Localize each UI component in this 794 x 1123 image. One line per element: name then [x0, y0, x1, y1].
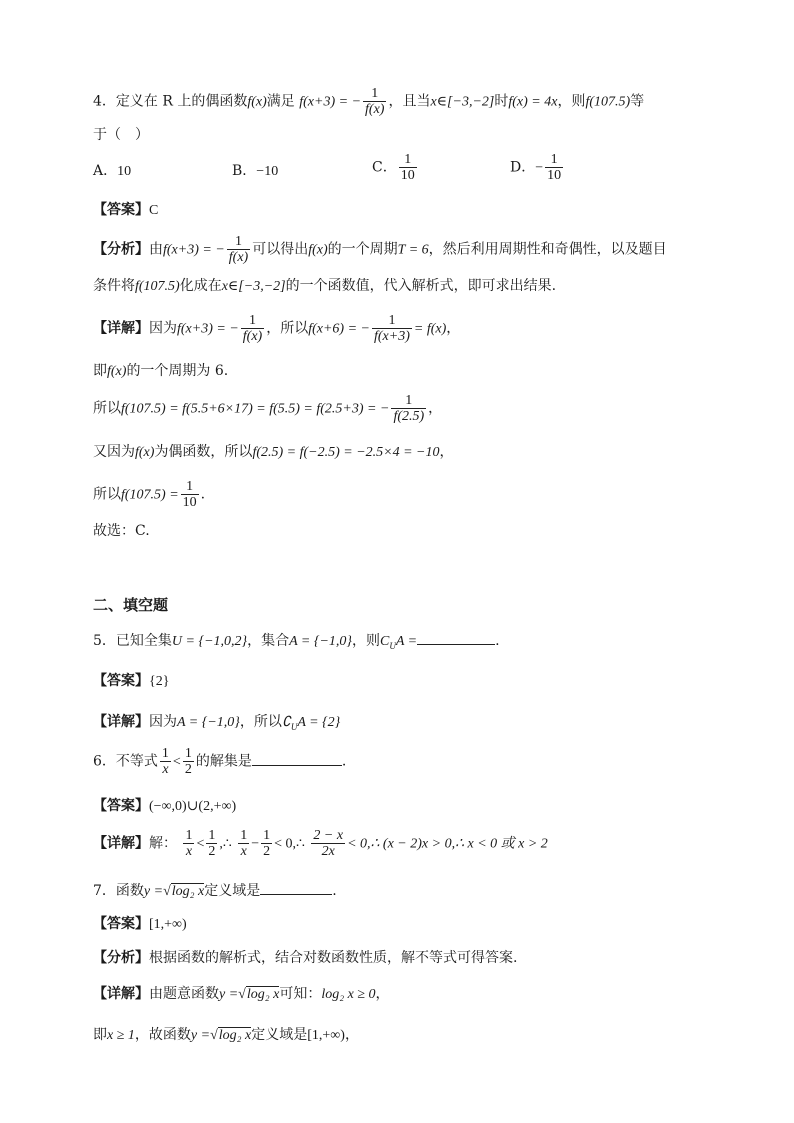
q6-stem	[93, 746, 346, 777]
detail-result: [1,+∞)	[307, 1028, 345, 1043]
detail-operator: < 0,∴	[274, 836, 305, 852]
detail-tag: 【详解】	[93, 320, 149, 337]
detail-formula: x ≥ 1	[107, 1028, 135, 1043]
fraction-numerator: 1	[399, 152, 417, 168]
fraction-denominator: 10	[182, 495, 197, 510]
fraction-numerator: 1	[208, 828, 216, 843]
detail-formula: f(x+6) = −	[308, 321, 370, 337]
q5-text: ，则	[352, 633, 381, 649]
q4-text: 4．定义在 R 上的偶函数	[93, 93, 248, 110]
detail-text: ，故函数	[134, 1027, 191, 1043]
q4-answer	[93, 199, 158, 219]
detail-formula: y =	[219, 987, 239, 1002]
q4-option-c	[372, 152, 419, 183]
fraction-numerator: 1	[372, 313, 412, 329]
detail-text: 又因为	[93, 444, 135, 460]
q4-condition: f(x+3) = −	[299, 94, 362, 110]
detail-text: ，	[439, 444, 454, 460]
analysis-formula: f(x)	[308, 242, 328, 258]
fraction-numerator: 1	[240, 828, 248, 843]
detail-formula: y =	[190, 1028, 211, 1043]
analysis-tag: 【分析】	[93, 241, 149, 258]
detail-text: 定义域是	[251, 1027, 308, 1043]
q7-answer	[93, 913, 187, 933]
fraction-numerator: 1	[161, 746, 169, 761]
detail-fraction	[241, 313, 264, 344]
analysis-formula: f(x+3) = −	[163, 242, 225, 258]
q4-text: ，则	[557, 93, 586, 110]
detail-formula: A = {−1,0}	[177, 715, 240, 730]
detail-text: 因为	[149, 714, 177, 730]
detail-radicand: log₂ x	[246, 987, 280, 1002]
option-label: A．	[93, 163, 118, 179]
q4-detail-line1	[93, 313, 460, 344]
option-fraction	[545, 152, 563, 183]
detail-formula: = f(x)	[413, 321, 447, 337]
detail-text: 可知：	[279, 986, 322, 1002]
detail-text: 为偶函数，所以	[154, 444, 253, 460]
q4-stem-line1	[93, 86, 644, 117]
detail-text: 所以	[93, 486, 121, 503]
q4-stem-line2: 于（ ）	[93, 127, 149, 143]
analysis-fraction	[227, 234, 250, 265]
q6-operator: <	[172, 754, 181, 770]
fraction-numerator: 1	[185, 828, 193, 843]
answer-tag: 【答案】	[93, 202, 149, 218]
q7-detail-line2	[93, 1024, 359, 1044]
q4-detail-line4	[93, 441, 454, 461]
q5-complement: C	[380, 634, 390, 649]
q6-text: 的解集是	[195, 753, 252, 770]
detail-complement: ∁	[281, 715, 291, 730]
fraction-denominator: 2x	[321, 844, 335, 859]
q4-choice: 故选：C.	[93, 523, 150, 539]
analysis-text: 化成在	[179, 278, 222, 294]
detail-text: ，	[446, 320, 461, 337]
analysis-period: T = 6	[397, 242, 429, 258]
q5-answer	[93, 670, 169, 690]
option-label: B．	[232, 163, 257, 179]
analysis-text: 可以得出	[252, 241, 309, 258]
detail-text: 由题意函数	[149, 986, 219, 1002]
detail-text: ，	[344, 1027, 359, 1043]
q5-detail	[93, 711, 340, 732]
q7-analysis	[93, 947, 517, 967]
q4-option-a	[93, 160, 131, 180]
sqrt-icon: √	[163, 884, 171, 899]
detail-tag: 【详解】	[93, 714, 149, 730]
detail-formula: A = {2}	[297, 715, 341, 730]
answer-value: {2}	[149, 674, 170, 689]
detail-tag: 【详解】	[93, 986, 149, 1002]
detail-fraction	[183, 828, 194, 859]
q6-text: .	[341, 753, 347, 770]
detail-formula: f(x)	[135, 445, 155, 460]
detail-tag: 【详解】	[93, 835, 149, 852]
fraction-denominator: f(x)	[242, 329, 263, 344]
analysis-interval: x∈[−3,−2]	[221, 279, 286, 294]
detail-formula: f(2.5) = f(−2.5) = −2.5×4 = −10	[252, 445, 440, 460]
q4-condition-fraction	[363, 86, 386, 117]
detail-operator: ,∴	[219, 836, 232, 852]
detail-fraction	[238, 828, 249, 859]
detail-formula: f(x+3) = −	[177, 321, 239, 337]
fraction-numerator: 1	[263, 828, 271, 843]
detail-radicand: log₂ x	[218, 1028, 252, 1043]
fraction-numerator: 1	[545, 152, 563, 168]
q6-detail	[93, 828, 548, 859]
q5-text: .	[495, 633, 500, 649]
sqrt-icon: √	[210, 1028, 218, 1043]
fraction-numerator: 1	[181, 479, 199, 495]
fraction-denominator: x	[162, 762, 169, 777]
fraction-numerator: 1	[241, 313, 264, 329]
q5-set: A = {−1,0}	[289, 634, 353, 649]
detail-fraction	[261, 828, 272, 859]
detail-fraction	[206, 828, 217, 859]
fraction-numerator: 1	[391, 393, 426, 409]
fraction-denominator: 2	[263, 844, 271, 859]
q5-text: 5．已知全集	[93, 633, 172, 649]
answer-value: C	[149, 203, 159, 218]
detail-text: ，所以	[266, 320, 309, 337]
detail-fraction	[311, 828, 345, 859]
sqrt-icon: √	[238, 987, 246, 1002]
q6-answer-blank[interactable]	[252, 753, 342, 766]
q7-answer-blank[interactable]	[260, 882, 332, 895]
fraction-numerator: 2 − x	[313, 828, 344, 843]
analysis-tag: 【分析】	[93, 950, 149, 966]
analysis-text: ，然后利用周期性和奇偶性，以及题目	[428, 241, 667, 258]
detail-formula: f(x)	[107, 364, 127, 379]
q4-target: f(107.5)	[585, 94, 631, 110]
detail-formula: f(107.5) =	[121, 487, 179, 503]
answer-value: [1,+∞)	[149, 917, 187, 932]
fraction-denominator: f(x)	[365, 102, 385, 117]
detail-text: ，	[375, 986, 390, 1002]
option-value: −10	[256, 164, 279, 179]
q5-universe: U = {−1,0,2}	[171, 634, 248, 649]
q4-analysis-line2	[93, 275, 556, 295]
q5-complement: A =	[395, 634, 418, 649]
fraction-numerator: 1	[363, 86, 386, 102]
q6-answer	[93, 795, 236, 815]
fraction-numerator: 1	[184, 746, 192, 761]
answer-tag: 【答案】	[93, 673, 149, 689]
q6-text: 6．不等式	[93, 753, 158, 770]
q4-text: 时	[494, 93, 509, 110]
detail-text: ，	[428, 400, 443, 417]
detail-text: ，所以	[239, 714, 282, 730]
q7-text: .	[332, 883, 337, 899]
q6-fraction	[160, 746, 171, 777]
q4-text: ，且当	[388, 93, 431, 110]
detail-text: .	[200, 486, 206, 503]
detail-formula: f(107.5) = f(5.5+6×17) = f(5.5) = f(2.5+3) = −	[121, 401, 390, 417]
q4-analysis-line1	[93, 234, 667, 265]
q4-option-b	[232, 160, 278, 180]
detail-text: 解：	[149, 835, 177, 852]
detail-fraction	[181, 479, 199, 510]
q4-detail-line2	[93, 360, 228, 380]
fraction-denominator: 10	[547, 168, 562, 183]
q5-subscript: U	[389, 640, 396, 651]
fraction-numerator: 1	[227, 234, 250, 250]
q4-fx: f(x)	[247, 94, 267, 110]
detail-text: 所以	[93, 400, 121, 417]
answer-tag: 【答案】	[93, 798, 149, 814]
detail-formula: < 0,∴ (x − 2)x > 0,∴ x < 0 或 x > 2	[347, 836, 548, 852]
fraction-denominator: 2	[184, 762, 192, 777]
q7-text: 7．函数	[93, 883, 144, 899]
section-heading: 二、填空题	[93, 596, 169, 614]
q7-radicand: log₂ x	[171, 884, 205, 899]
option-value: 10	[117, 164, 132, 179]
q4-detail-line5	[93, 479, 205, 510]
option-sign: −	[535, 160, 544, 176]
detail-formula: log₂ x ≥ 0	[321, 987, 376, 1002]
detail-fraction	[391, 393, 426, 424]
fraction-denominator: f(x+3)	[374, 329, 410, 344]
analysis-text: 条件将	[93, 278, 135, 294]
q7-detail-line1	[93, 983, 390, 1003]
q4-interval: x∈[−3,−2]	[430, 94, 495, 110]
option-label: D．	[510, 159, 536, 176]
q4-detail-line3	[93, 393, 442, 424]
q5-answer-blank[interactable]	[417, 632, 495, 645]
fraction-denominator: 10	[400, 168, 415, 183]
q4-rule: f(x) = 4x	[508, 94, 558, 110]
detail-operator: −	[251, 836, 260, 852]
fraction-denominator: f(x)	[228, 250, 249, 265]
q7-formula: y =	[143, 884, 164, 899]
option-fraction	[399, 152, 417, 183]
detail-subscript: U	[290, 721, 298, 732]
detail-text: 的一个周期为 6.	[126, 363, 229, 379]
answer-value: (−∞,0)∪(2,+∞)	[149, 799, 237, 814]
detail-text: 因为	[149, 320, 177, 337]
q6-fraction	[183, 746, 194, 777]
q7-stem	[93, 880, 337, 900]
analysis-text: 由	[149, 241, 163, 258]
analysis-formula: f(107.5)	[135, 279, 180, 294]
fraction-denominator: f(2.5)	[393, 409, 425, 424]
q7-text: 定义域是	[204, 883, 261, 899]
analysis-text: 根据函数的解析式，结合对数函数性质，解不等式可得答案.	[149, 950, 518, 966]
detail-text: 即	[93, 1027, 107, 1043]
fraction-denominator: 2	[208, 844, 216, 859]
option-label: C．	[372, 159, 397, 176]
analysis-text: 的一个周期	[327, 241, 398, 258]
q4-text: 等	[630, 93, 645, 110]
q4-text: 满足	[266, 93, 295, 110]
detail-fraction	[372, 313, 412, 344]
fraction-denominator: x	[240, 844, 247, 859]
detail-operator: <	[196, 836, 205, 852]
answer-tag: 【答案】	[93, 916, 149, 932]
q5-text: ，集合	[247, 633, 290, 649]
detail-text: 即	[93, 363, 107, 379]
analysis-text: 的一个函数值，代入解析式，即可求出结果.	[285, 278, 557, 294]
q4-option-d	[510, 152, 565, 183]
q5-stem	[93, 630, 500, 651]
fraction-denominator: x	[185, 844, 193, 859]
